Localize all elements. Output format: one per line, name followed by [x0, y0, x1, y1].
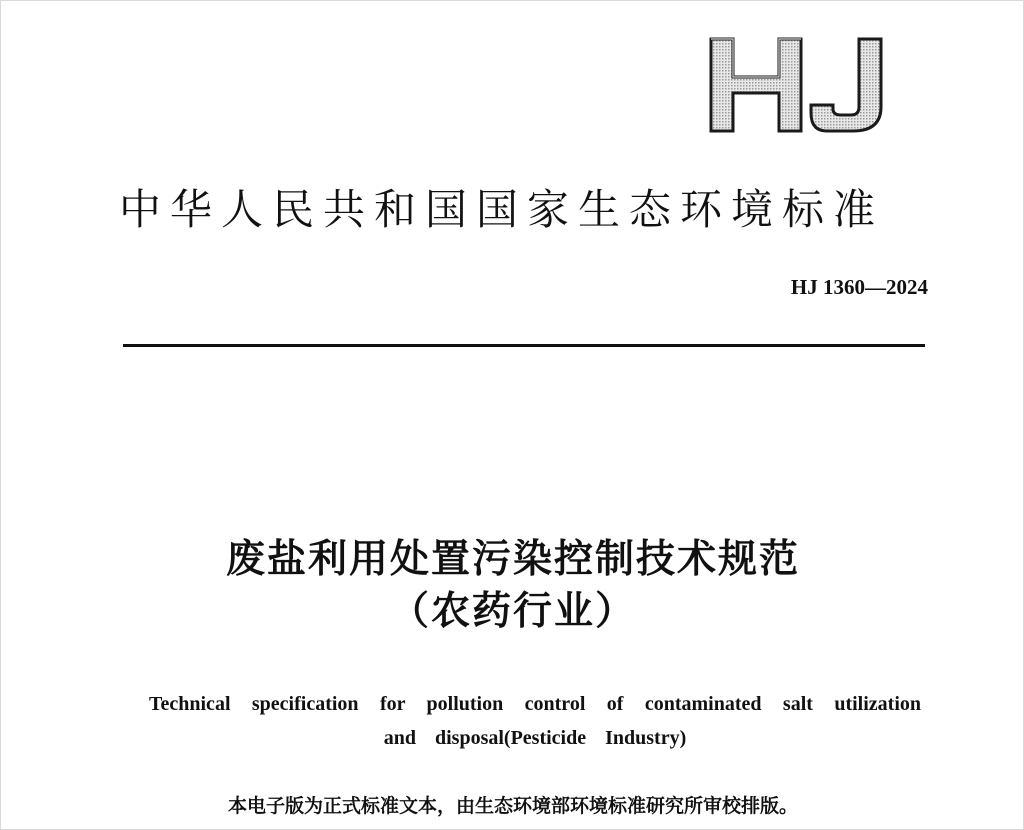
title-en-line2: and disposal(Pesticide Industry) [383, 727, 687, 749]
title-cn-line2: （农药行业） [389, 589, 636, 634]
logo-letter-j [811, 39, 881, 131]
standard-title-chinese [1, 534, 1024, 638]
hj-logo-graphic [701, 19, 901, 144]
electronic-version-notice: 本电子版为正式标准文本，由生态环境部环境标准研究所审校排版。 [227, 795, 798, 817]
issuing-agency-title: 中华人民共和国国家生态环境标准 [119, 185, 885, 234]
logo-letter-h [711, 39, 801, 131]
standard-title-english [149, 687, 921, 755]
header-divider [123, 344, 925, 347]
hj-logo-icon [701, 19, 901, 144]
standard-code: HJ 1360—2024 [790, 275, 928, 299]
title-en-line1: Technical specification for pollution control of contaminated salt utilization [149, 693, 921, 715]
title-cn-line1: 废盐利用处置污染控制技术规范 [225, 537, 800, 582]
